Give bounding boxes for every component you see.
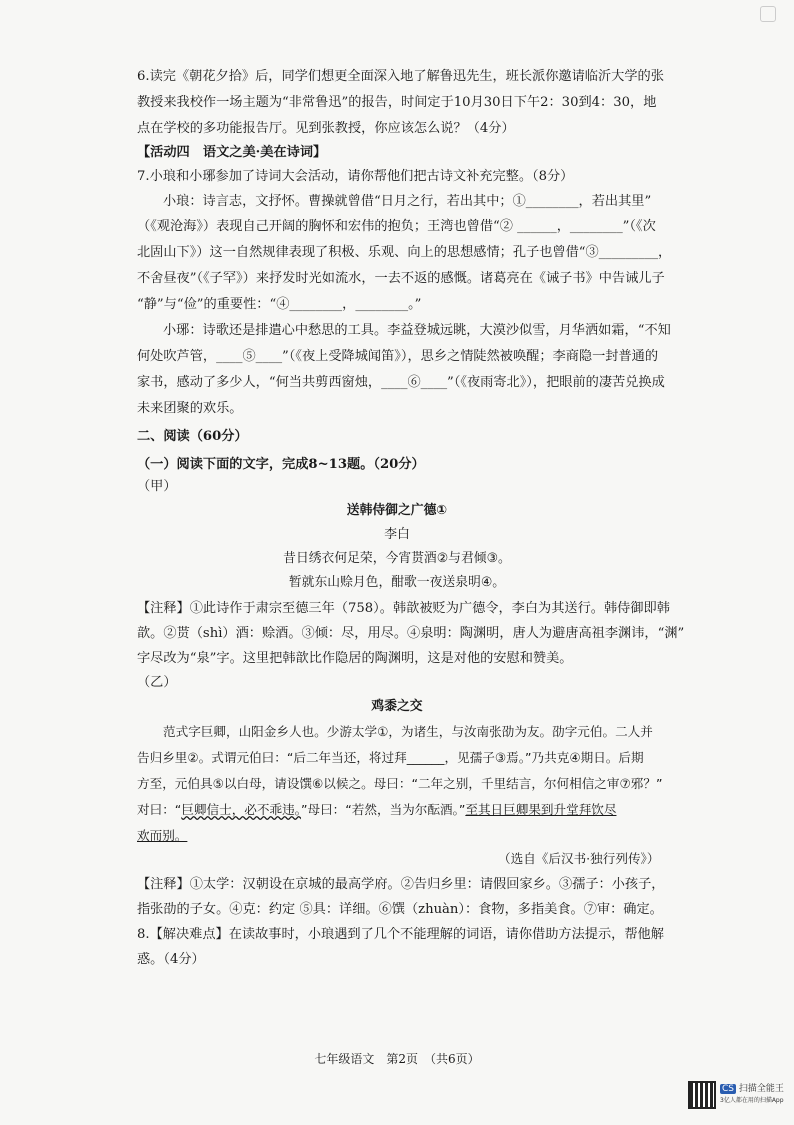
jia-label: （甲） [137, 479, 177, 494]
scanner-badge: CS [722, 1084, 734, 1094]
note2-line2: 指张劭的子女。④克：约定 ⑤具：详细。⑥馔（zhuàn）：食物，多指美食。⑦审：确定。 [137, 902, 663, 917]
scanner-sub: 3亿人都在用的扫描App [720, 1097, 784, 1104]
prose-underlined-sentence: 至其日巨卿果到升堂拜饮尽 [465, 802, 617, 817]
prose-line2: 告归乡里②。式谓元伯曰：“后二年当还，将过拜______，见孺子③焉。”乃共克④期日。后期 [137, 750, 644, 765]
q7-line1: 7.小琅和小琊参加了诗词大会活动，请你帮他们把古诗文补充完整。（8分） [137, 169, 574, 184]
poem-title: 送韩侍御之广德① [346, 503, 448, 518]
prose-line4-mid: ”母曰：“若然，当为尔酝酒。” [300, 802, 466, 817]
q7-line6: “静”与“俭”的重要性：“④________，________。” [137, 297, 422, 312]
yi-label: （乙） [137, 675, 177, 690]
prose-line5: 欢而别。 [137, 828, 188, 843]
q7-line3: （《观沧海》）表现自己开阔的胸怀和宏伟的抱负；王湾也曾借“② ______，________”（《次 [137, 219, 656, 234]
note1-line3: 字尽改为“泉”字。这里把韩歆比作隐居的陶渊明，这是对他的安慰和赞美。 [137, 651, 573, 666]
q7-line2: 小琅：诗言志，文抒怀。曹操就曾借“日月之行，若出其中；①________，若出其里” [163, 194, 652, 209]
part1-heading: （一）阅读下面的文字，完成8~13题。（20分） [137, 457, 425, 472]
q6-line1: 6.读完《朝花夕拾》后，同学们想更全面深入地了解鲁迅先生，班长派你邀请临沂大学的张 [137, 69, 664, 84]
prose-line3: 方至，元伯具⑤以白母，请设馔⑥以候之。母曰：“二年之别，千里结言，尔何相信之审⑦邪？” [137, 776, 663, 791]
prose-underlined-quote: 巨卿信士，必不乖违。 [181, 802, 301, 817]
poem-line1: 昔日绣衣何足荣，今宵贳酒②与君倾③。 [283, 551, 511, 566]
scanner-logo [720, 1084, 784, 1106]
prose-title: 鸡黍之交 [371, 699, 423, 714]
note2-line1: 【注释】①太学：汉朝设在京城的最高学府。②告归乡里：请假回家乡。③孺子：小孩子， [137, 877, 665, 892]
note1-line1: 【注释】①此诗作于肃宗至德三年（758）。韩歆被贬为广德令，李白为其送行。韩侍御即韩 [137, 601, 670, 616]
section2-heading: 二、阅读（60分） [137, 429, 248, 444]
prose-line4 [137, 797, 616, 823]
q7-line5: 不舍昼夜”（《子罕》）来抒发时光如流水，一去不返的感慨。诸葛亮在《诫子书》中告诫儿子 [137, 271, 665, 286]
note1-line2: 歆。②贳（shì）酒：赊酒。③倾：尽，用尽。④泉明：陶渊明，唐人为避唐高祖李渊讳，“渊” [137, 626, 685, 641]
q8-line2: 惑。（4分） [137, 952, 205, 967]
q7-line7: 小琊：诗歌还是排遣心中愁思的工具。李益登城远眺，大漠沙似雪，月华洒如霜，“不知 [163, 323, 671, 338]
prose-source: （选自《后汉书·独行列传》） [498, 851, 660, 866]
q7-line8: 何处吹芦管，____⑤____”（《夜上受降城闻笛》），思乡之情陡然被唤醒；李商隐一封普通的 [137, 349, 659, 364]
q7-line9: 家书，感动了多少人，“何当共剪西窗烛，____⑥____”（《夜雨寄北》），把眼前的凄苦兑换成 [137, 375, 665, 390]
poem-author: 李白 [384, 527, 410, 542]
scanner-name: 扫描全能王 [738, 1084, 784, 1094]
prose-line1: 范式字巨卿，山阳金乡人也。少游太学①，为诸生，与汝南张劭为友。劭字元伯。二人并 [163, 724, 653, 739]
activity4-heading: 【活动四 语文之美·美在诗词】 [137, 145, 327, 160]
q6-line3: 点在学校的多功能报告厅。见到张教授，你应该怎么说？（4分） [137, 121, 515, 136]
corner-mark-icon [760, 6, 776, 22]
page-footer: 七年级语文 第2页 （共6页） [314, 1052, 480, 1066]
q8-line1: 8.【解决难点】在读故事时，小琅遇到了几个不能理解的词语，请你借助方法提示，帮他解 [137, 927, 664, 942]
q7-line4: 北固山下》）这一自然规律表现了积极、乐观、向上的思想感情；孔子也曾借“③_________， [137, 245, 672, 260]
qr-code-icon [688, 1081, 716, 1109]
q6-line2: 教授来我校作一场主题为“非常鲁迅”的报告，时间定于10月30日下午2：30到4：30，地 [137, 95, 657, 110]
scanner-watermark [688, 1080, 788, 1110]
prose-line4-start: 对曰：“ [137, 802, 182, 817]
q7-line10: 未来团聚的欢乐。 [137, 401, 243, 416]
poem-line2: 暂就东山赊月色，酣歌一夜送泉明④。 [288, 575, 506, 590]
